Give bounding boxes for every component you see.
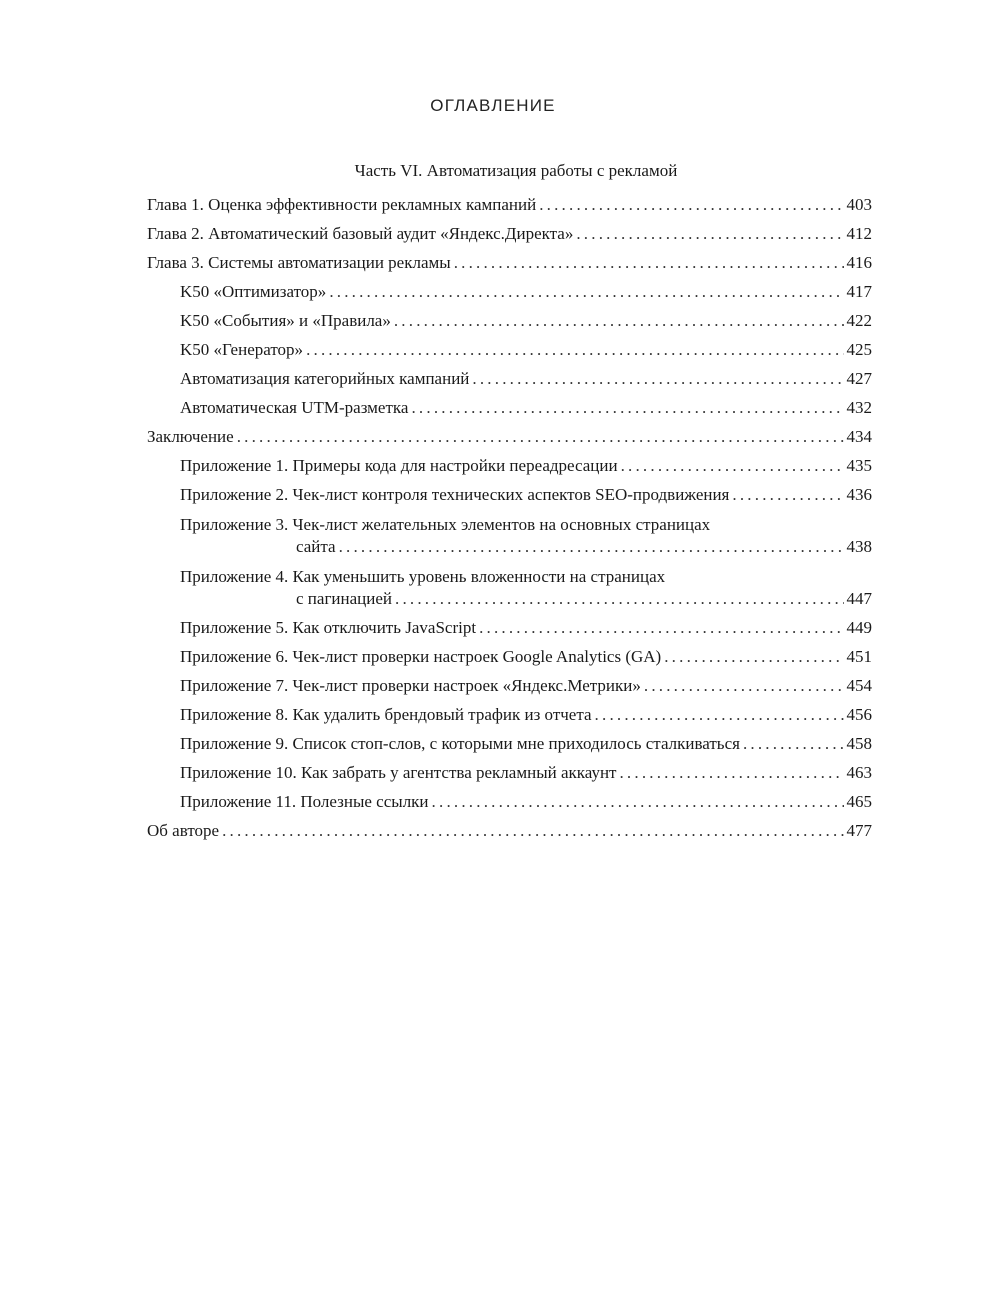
toc-entry-page: 438 — [846, 537, 872, 556]
toc-entry-continuation — [180, 588, 872, 610]
toc-entry-title: Автоматическая UTM-разметка — [180, 398, 409, 417]
toc-entry-page: 416 — [846, 253, 872, 272]
part-heading: Часть VI. Автоматизация работы с рекламой — [354, 161, 678, 180]
toc-entry-appendix-4[interactable] — [147, 560, 872, 612]
toc-entry-page: 403 — [846, 195, 872, 214]
toc-entry-page: 454 — [846, 676, 872, 695]
toc-entry-page: 451 — [846, 647, 872, 666]
toc-entry-title: Глава 1. Оценка эффективности рекламных кампаний — [147, 195, 537, 214]
toc-entry-chapter-2[interactable] — [147, 218, 872, 247]
toc-entry-appendix-7[interactable] — [147, 670, 872, 699]
toc-entry-page: 425 — [846, 340, 872, 359]
toc-entry-page: 412 — [846, 224, 872, 243]
toc-entry-title: Приложение 10. Как забрать у агентства рекламный аккаунт — [180, 763, 617, 782]
dot-leader — [619, 762, 843, 784]
dot-leader — [411, 397, 843, 419]
toc-entry-appendix-11[interactable] — [147, 786, 872, 815]
toc-entry-appendix-6[interactable] — [147, 641, 872, 670]
dot-leader — [644, 675, 844, 697]
toc-entry-appendix-1[interactable] — [147, 450, 872, 479]
dot-leader — [576, 223, 843, 245]
toc-entry-title: Приложение 2. Чек-лист контроля технических аспектов SEO-продвижения — [180, 485, 730, 504]
toc-entry-appendix-2[interactable] — [147, 479, 872, 508]
toc-entry-title: Приложение 6. Чек-лист проверки настроек Google Analytics (GA) — [180, 647, 662, 666]
toc-entry-page: 436 — [846, 485, 872, 504]
toc-entry-category-campaigns[interactable] — [147, 363, 872, 392]
toc-entry-k50-generator[interactable] — [147, 334, 872, 363]
toc-entry-title: Приложение 4. Как уменьшить уровень вложенности на страницах — [180, 567, 666, 586]
toc-entry-about-author[interactable] — [147, 815, 872, 844]
dot-leader — [595, 704, 844, 726]
dot-leader — [732, 484, 843, 506]
toc-entry-chapter-1[interactable] — [147, 189, 872, 218]
toc-entry-title: Автоматизация категорийных кампаний — [180, 369, 470, 388]
toc-entry-page: 477 — [846, 821, 872, 840]
toc-entry-title: Об авторе — [147, 821, 220, 840]
dot-leader — [664, 646, 843, 668]
toc-entry-title: Приложение 9. Список стоп-слов, с которыми мне приходилось сталкиваться — [180, 734, 740, 753]
toc-entry-page: 463 — [846, 763, 872, 782]
toc-entry-appendix-9[interactable] — [147, 728, 872, 757]
dot-leader — [329, 281, 843, 303]
dot-leader — [479, 617, 843, 639]
dot-leader — [306, 339, 843, 361]
toc-entry-page: 434 — [846, 427, 872, 446]
toc-entry-title: K50 «Генератор» — [180, 340, 304, 359]
dot-leader — [472, 368, 843, 390]
toc-entry-page: 456 — [846, 705, 872, 724]
toc-entry-page: 417 — [846, 282, 872, 301]
toc-entry-k50-optimizer[interactable] — [147, 276, 872, 305]
dot-leader — [539, 194, 843, 216]
toc-entry-page: 449 — [846, 618, 872, 637]
toc-entry-page: 435 — [846, 456, 872, 475]
toc-entry-chapter-3[interactable] — [147, 247, 872, 276]
page-title: ОГЛАВЛЕНИЕ — [430, 96, 556, 115]
dot-leader — [621, 455, 844, 477]
toc-entry-appendix-3[interactable] — [147, 508, 872, 560]
toc-entry-title: Глава 3. Системы автоматизации рекламы — [147, 253, 451, 272]
dot-leader — [395, 588, 844, 610]
toc-entry-page: 458 — [846, 734, 872, 753]
toc-entry-title: Глава 2. Автоматический базовый аудит «Яндекс.Директа» — [147, 224, 574, 243]
toc-entry-page: 465 — [846, 792, 872, 811]
dot-leader — [237, 426, 844, 448]
toc-entry-title: Приложение 3. Чек-лист желательных элементов на основных страницах — [180, 515, 711, 534]
toc-entry-title: Приложение 1. Примеры кода для настройки переадресации — [180, 456, 618, 475]
toc-entry-page: 422 — [846, 311, 872, 330]
dot-leader — [339, 536, 844, 558]
toc-entry-page: 447 — [846, 589, 872, 608]
toc-entry-title: Приложение 5. Как отключить JavaScript — [180, 618, 477, 637]
toc-entry-conclusion[interactable] — [147, 421, 872, 450]
toc-entry-continuation — [180, 536, 872, 558]
toc-entry-appendix-10[interactable] — [147, 757, 872, 786]
table-of-contents — [147, 189, 872, 844]
toc-entry-title: Приложение 11. Полезные ссылки — [180, 792, 429, 811]
toc-entry-appendix-5[interactable] — [147, 612, 872, 641]
toc-entry-appendix-8[interactable] — [147, 699, 872, 728]
dot-leader — [222, 820, 843, 842]
dot-leader — [743, 733, 844, 755]
toc-entry-page: 427 — [846, 369, 872, 388]
dot-leader — [394, 310, 844, 332]
toc-entry-title: Приложение 7. Чек-лист проверки настроек «Яндекс.Метрики» — [180, 676, 641, 695]
toc-entry-k50-events-rules[interactable] — [147, 305, 872, 334]
dot-leader — [432, 791, 844, 813]
toc-entry-page: 432 — [846, 398, 872, 417]
toc-entry-title: Заключение — [147, 427, 234, 446]
toc-entry-title: Приложение 8. Как удалить брендовый трафик из отчета — [180, 705, 592, 724]
toc-entry-title: K50 «Оптимизатор» — [180, 282, 327, 301]
toc-entry-title: K50 «События» и «Правила» — [180, 311, 391, 330]
toc-entry-utm-tagging[interactable] — [147, 392, 872, 421]
dot-leader — [454, 252, 844, 274]
toc-entry-title-continuation: с пагинацией — [296, 589, 392, 608]
toc-entry-title-continuation: сайта — [296, 537, 336, 556]
